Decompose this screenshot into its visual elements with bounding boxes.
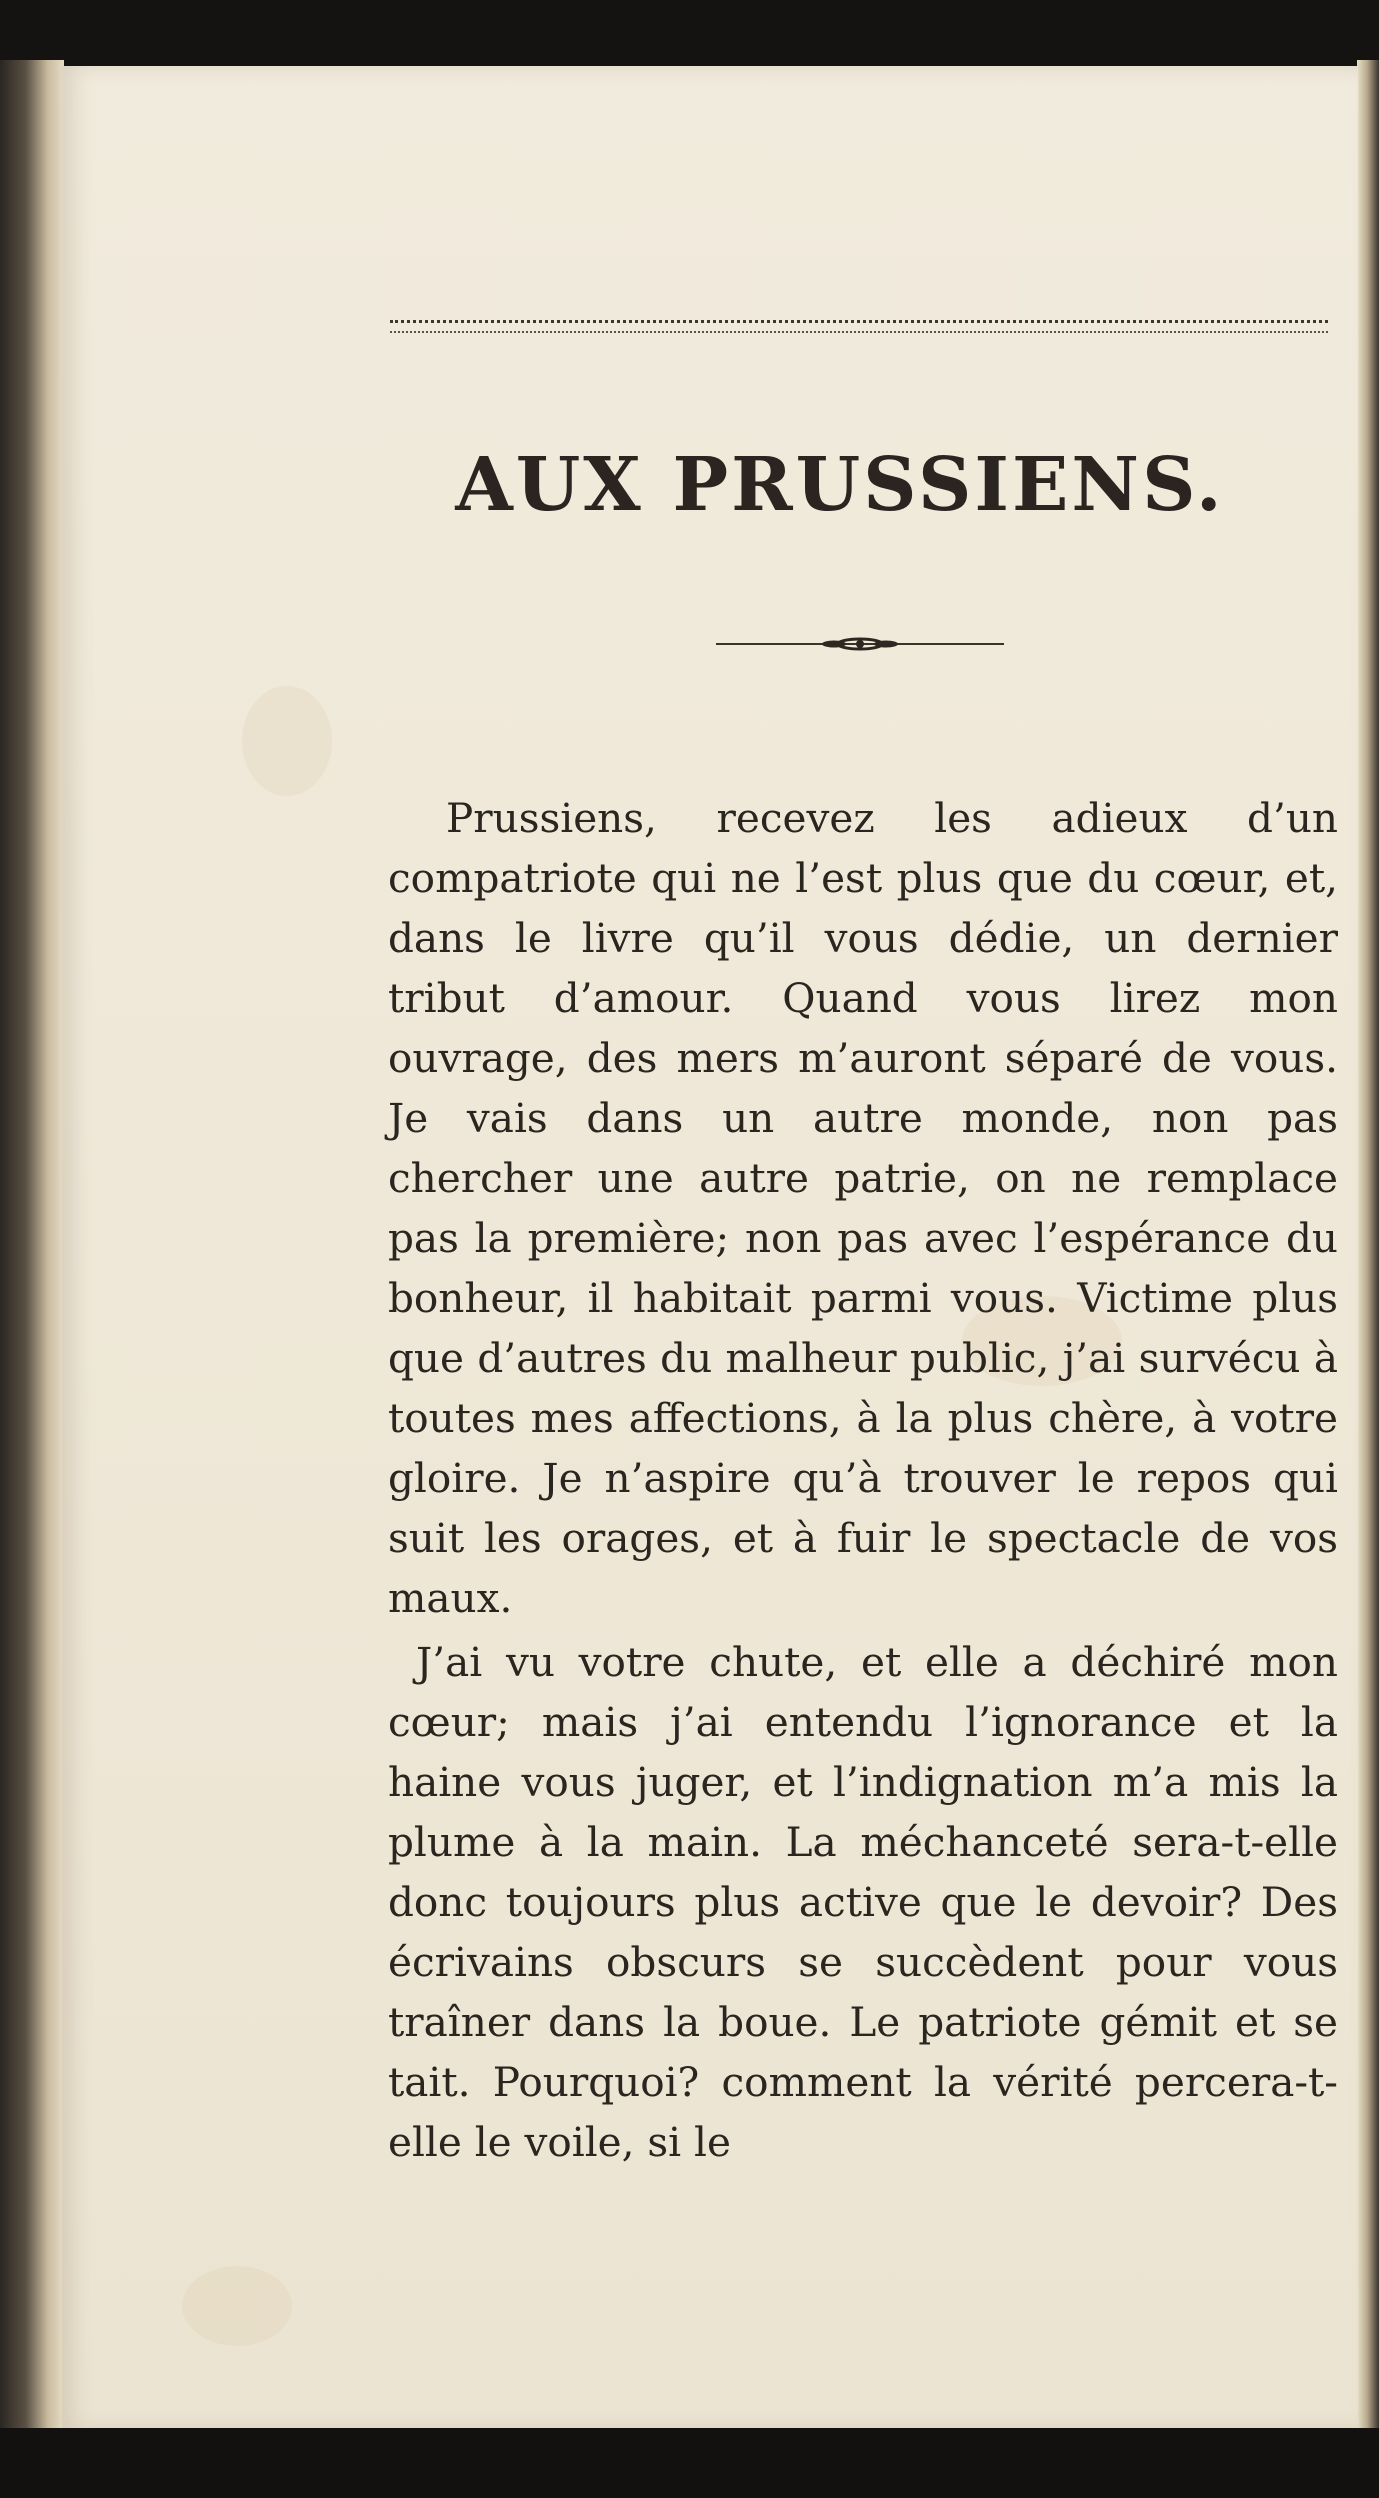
scan-bottom-border xyxy=(0,2428,1379,2498)
book-spine-edge xyxy=(0,60,64,2440)
scan-top-border xyxy=(0,0,1379,70)
page-title: AUX PRUSSIENS. xyxy=(455,442,1225,528)
paper-stain xyxy=(242,686,332,796)
paragraph-1: Prussiens, recevez les adieux d’un compatriote qui ne l’est plus que du cœur, et, dans le livre qu’il vous dédie, un dernier tribut d’amour. Quand vous lirez mon ouvrage, des mers m’auront séparé de vous. Je vais dans un autre monde, non pas chercher une autre patrie, on ne remplace pas la première; non pas avec l’espérance du bonheur, il habitait parmi vous. Victime plus que d’autres du malheur public, j’ai survécu à toutes mes affections, à la plus chère, à votre gloire. Je n’aspire qu’à trouver le repos qui suit les orages, et à fuir le spectacle de vos maux. xyxy=(388,794,1338,1622)
body-text xyxy=(388,788,1338,2172)
page-right-edge xyxy=(1357,60,1379,2440)
top-decorative-rule xyxy=(390,320,1328,333)
paragraph-2: J’ai vu votre chute, et elle a déchiré mon cœur; mais j’ai entendu l’ignorance et la haine vous juger, et l’indignation m’a mis la plume à la main. La méchanceté sera-t-elle donc toujours plus active que le devoir? Des écrivains obscurs se succèdent pour vous traîner dans la boue. Le patriote gémit et se tait. Pourquoi? comment la vérité percera-t-elle le voile, si le xyxy=(388,1638,1338,2166)
paper-stain xyxy=(182,2266,292,2346)
ornament-divider-icon xyxy=(716,634,1004,654)
